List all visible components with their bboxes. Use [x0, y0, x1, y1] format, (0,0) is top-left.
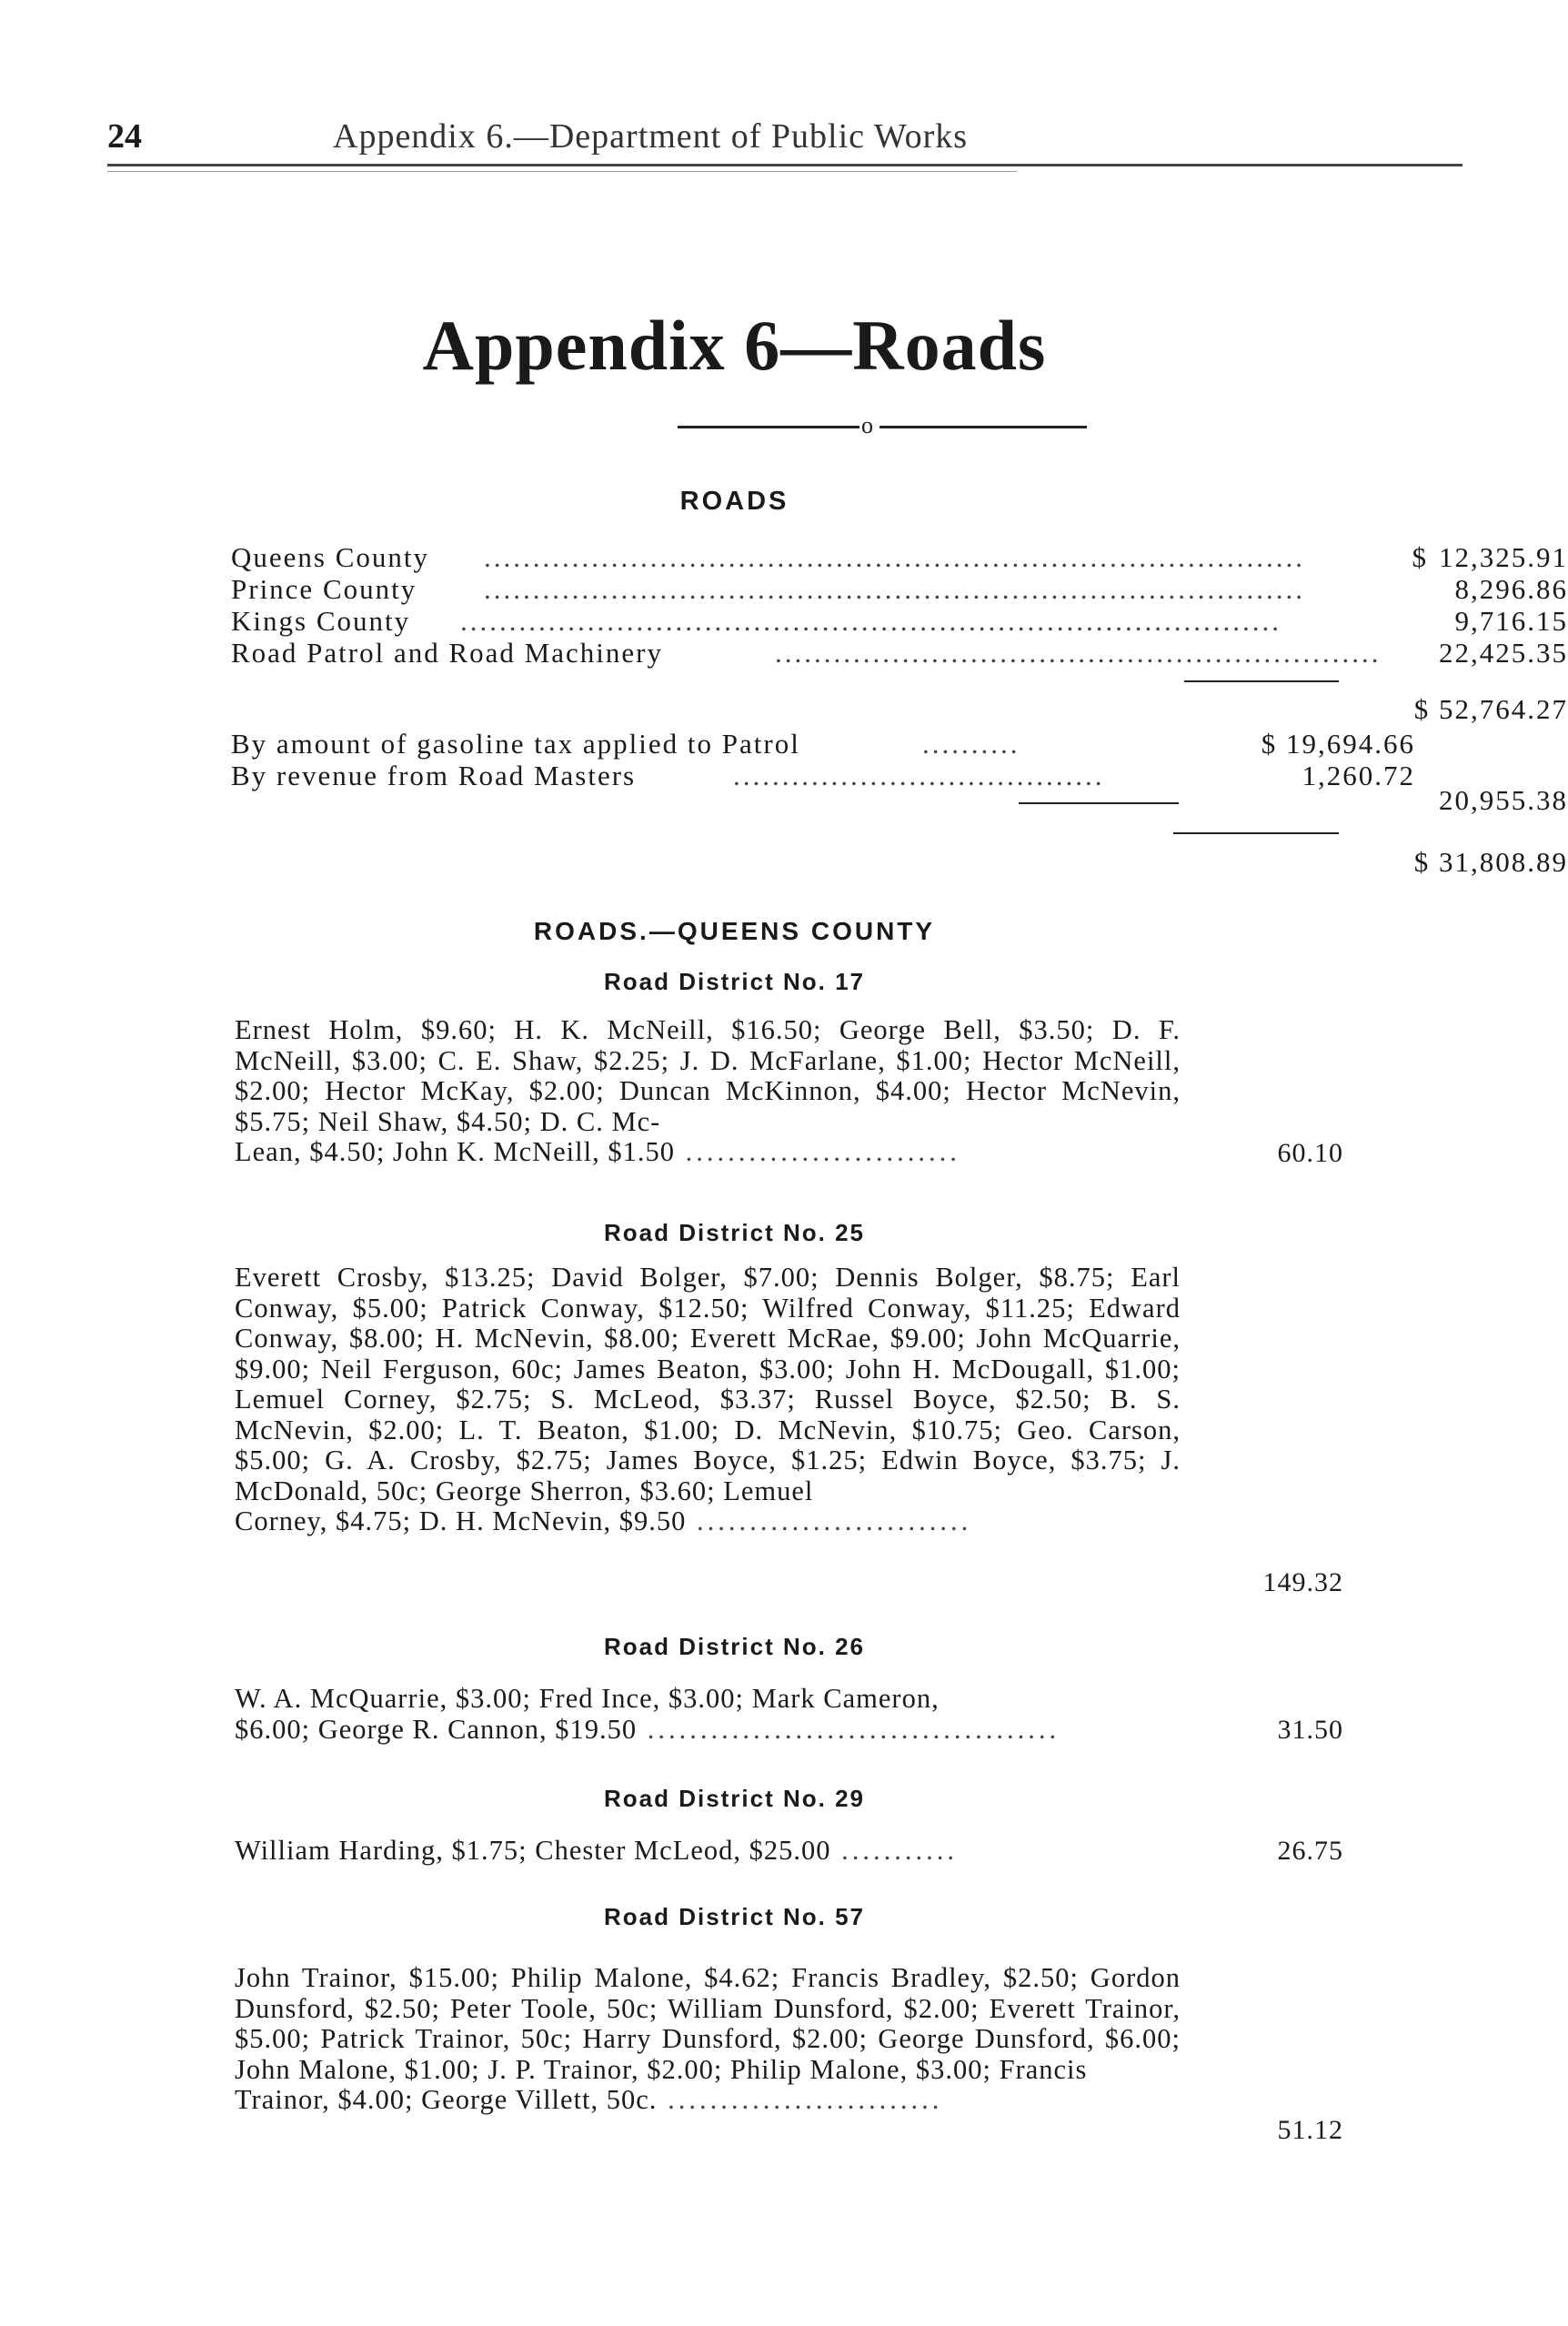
deduction-row-gasoline: By amount of gasoline tax applied to Patrol .......... $ 19,694.66: [231, 728, 1415, 760]
running-title: Appendix 6.—Department of Public Works: [333, 117, 969, 156]
deduction-amount: $ 19,694.66: [1261, 728, 1415, 760]
header-rule-thin: [107, 171, 1017, 172]
subtotal-amount: $ 52,764.27: [1413, 693, 1568, 725]
district-entries: William Harding, $1.75; Chester McLeod, $25.00 ...........: [235, 1835, 959, 1866]
deduction-label: By amount of gasoline tax applied to Patrol: [231, 728, 800, 760]
district-total: 60.10: [1277, 1138, 1343, 1168]
net-total-row: [231, 846, 1568, 879]
summary-amount: 12,325.91: [1439, 541, 1568, 573]
main-title: Appendix 6—Roads: [422, 306, 1047, 385]
district-title: Road District No. 29: [603, 1785, 866, 1812]
net-rule: [1173, 832, 1339, 834]
deduction-row-roadmasters: By revenue from Road Masters ...................................... 1,260.72: [231, 760, 1415, 791]
district-entries: Ernest Holm, $9.60; H. K. McNeill, $16.50; George Bell, $3.50; D. F. McNeill, $3.00; C. E. Shaw, $2.25; J. D. McFarlane, $1.00; Hector McNeill, $2.00; Hector McKay, $2.00; Duncan McKinnon, $4.00; Hector McNevin, $5.75; Neil Shaw, $4.50; D. C. Mc- Lean, $4.50; John K. McNeill, $1.50 ..........................: [235, 1014, 1181, 1167]
district-title: Road District No. 57: [603, 1903, 866, 1930]
summary-row-prince: Prince County .................................................................................... 8,296.86: [231, 573, 1568, 605]
page-number: 24: [107, 117, 142, 156]
summary-row-kings: Kings County .................................................................................... 9,716.15: [231, 605, 1568, 637]
running-header: [107, 107, 1462, 162]
deduction-amount: 1,260.72: [1302, 760, 1415, 791]
district-title: Road District No. 25: [603, 1219, 866, 1246]
district-total: 31.50: [1277, 1715, 1343, 1745]
district-total: 51.12: [1277, 2115, 1343, 2145]
ornament-glyph: o: [861, 412, 873, 438]
district-total: 149.32: [1262, 1567, 1343, 1597]
title-ornament: [678, 414, 1087, 441]
subtotal-rule: [1184, 680, 1339, 682]
summary-label: Queens County: [231, 541, 430, 573]
subtotal-row: [231, 693, 1568, 726]
summary-label: Kings County: [231, 605, 411, 637]
district-entries: W. A. McQuarrie, $3.00; Fred Ince, $3.00; Mark Cameron, $6.00; George R. Cannon, $19.50 .......................................: [235, 1683, 1060, 1745]
summary-amount: 9,716.15: [1454, 605, 1568, 637]
summary-row-patrol: Road Patrol and Road Machinery .............................................................. 22,425.35: [231, 637, 1568, 669]
summary-label: Prince County: [231, 573, 417, 605]
district-entries: John Trainor, $15.00; Philip Malone, $4.62; Francis Bradley, $2.50; Gordon Dunsford, $2.50; Peter Toole, 50c; William Dunsford, $2.00; Everett Trainor, $5.00; Patrick Trainor, 50c; Harry Dunsford, $2.00; George Dunsford, $6.00; John Malone, $1.00; J. P. Trainor, $2.00; Philip Malone, $3.00; Francis Trainor, $4.00; George Villett, 50c. ..........................: [235, 1962, 1181, 2115]
district-title: Road District No. 17: [603, 968, 866, 995]
header-rule: [107, 164, 1462, 166]
queens-heading: ROADS.—QUEENS COUNTY: [533, 917, 936, 945]
deduction-label: By revenue from Road Masters: [231, 760, 637, 791]
summary-amount: 22,425.35: [1439, 637, 1568, 669]
district-entries: Everett Crosby, $13.25; David Bolger, $7.00; Dennis Bolger, $8.75; Earl Conway, $5.00; Patrick Conway, $12.50; Wilfred Conway, $11.25; Edward Conway, $8.00; H. McNevin, $8.00; Everett McRae, $9.00; John McQuarrie, $9.00; Neil Ferguson, 60c; James Beaton, $3.00; John H. McDougall, $1.00; Lemuel Corney, $2.75; S. McLeod, $3.37; Russel Boyce, $2.50; B. S. McNevin, $2.00; L. T. Beaton, $1.00; D. McNevin, $10.75; Geo. Carson, $5.00; G. A. Crosby, $2.75; James Boyce, $1.25; Edwin Boyce, $3.75; J. McDonald, 50c; George Sherron, $3.60; Lemuel Corney, $4.75; D. H. McNevin, $9.50 ..........................: [235, 1262, 1181, 1536]
summary-amount: 8,296.86: [1454, 573, 1568, 605]
district-total: 26.75: [1277, 1836, 1343, 1866]
deduction-total: 20,955.38: [1439, 784, 1568, 816]
roads-heading: ROADS: [679, 487, 789, 516]
summary-dollar: $: [1412, 541, 1428, 573]
summary-row-queens: Queens County .................................................................................... $ 12,325.91: [231, 541, 1568, 573]
net-total-amount: $ 31,808.89: [1413, 846, 1568, 878]
summary-label: Road Patrol and Road Machinery: [231, 637, 663, 669]
district-title: Road District No. 26: [603, 1633, 866, 1660]
deduction-total-row: [231, 784, 1568, 817]
